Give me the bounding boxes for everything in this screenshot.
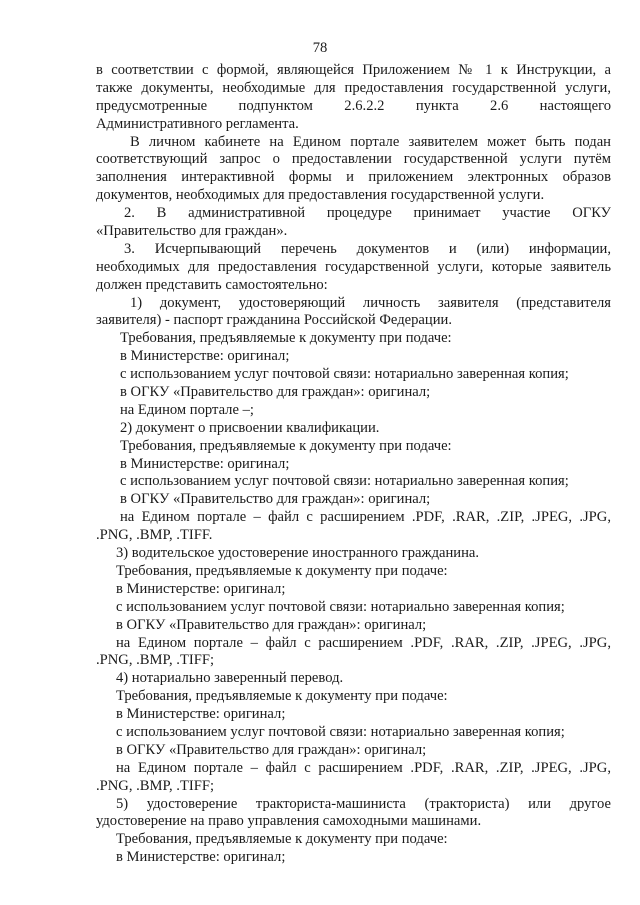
text-line: Требования, предъявляемые к документу при подаче:	[120, 330, 452, 347]
text-line: 4) нотариально заверенный перевод.	[116, 670, 344, 687]
text-line: соответствующий запрос о предоставлении государственной услуги путём	[96, 151, 611, 168]
text-line: .PNG, .BMP, .TIFF.	[96, 527, 213, 544]
text-line: Требования, предъявляемые к документу при подаче:	[116, 688, 448, 705]
text-line: в Министерстве: оригинал;	[120, 348, 290, 365]
text-line: 3) водительское удостоверение иностранного гражданина.	[116, 545, 480, 562]
text-line: в Министерстве: оригинал;	[116, 580, 286, 597]
text-line: в ОГКУ «Правительство для граждан»: оригинал;	[120, 491, 431, 508]
text-line: удостоверение на право управления самоходными машинами.	[96, 813, 482, 830]
text-line: с использованием услуг почтовой связи: нотариально заверенная копия;	[116, 723, 565, 740]
text-line: должен представить самостоятельно:	[96, 276, 328, 293]
text-line: 5) удостоверение тракториста-машиниста (тракториста) или другое	[116, 795, 611, 812]
text-line: документов, необходимых для предоставления государственной услуги.	[96, 187, 545, 204]
text-line: 1) документ, удостоверяющий личность заявителя (представителя	[130, 294, 611, 311]
text-line: с использованием услуг почтовой связи: нотариально заверенная копия;	[120, 366, 569, 383]
text-line: предусмотренные подпунктом 2.6.2.2 пункта 2.6 настоящего	[96, 97, 611, 114]
text-line: Требования, предъявляемые к документу при подаче:	[116, 562, 448, 579]
text-line: в ОГКУ «Правительство для граждан»: оригинал;	[116, 741, 427, 758]
text-line: в ОГКУ «Правительство для граждан»: оригинал;	[116, 616, 427, 633]
text-line: на Едином портале – файл с расширением .PDF, .RAR, .ZIP, .JPEG, .JPG,	[116, 634, 611, 651]
text-line: 2) документ о присвоении квалификации.	[120, 419, 380, 436]
text-line: 2. В административной процедуре принимает участие ОГКУ	[124, 205, 611, 222]
text-line: на Едином портале – файл с расширением .PDF, .RAR, .ZIP, .JPEG, .JPG,	[120, 509, 611, 526]
text-line: в соответствии с формой, являющейся Приложением № 1 к Инструкции, а	[96, 62, 611, 78]
text-line: в ОГКУ «Правительство для граждан»: оригинал;	[120, 384, 431, 401]
text-line: Требования, предъявляемые к документу при подаче:	[116, 831, 448, 848]
text-line: «Правительство для граждан».	[96, 223, 288, 240]
text-line: Административного регламента.	[96, 115, 299, 132]
text-line: .PNG, .BMP, .TIFF;	[96, 777, 215, 794]
text-line: 3. Исчерпывающий перечень документов и (или) информации,	[124, 240, 611, 257]
text-line: в Министерстве: оригинал;	[120, 455, 290, 472]
text-line: .PNG, .BMP, .TIFF;	[96, 652, 215, 669]
text-line: в Министерстве: оригинал;	[116, 849, 286, 866]
text-line: заполнения интерактивной формы и приложением электронных образов	[96, 169, 611, 186]
page-number: 78	[312, 40, 328, 56]
text-line: В личном кабинете на Едином портале заявителем может быть подан	[130, 133, 611, 150]
text-line: необходимых для предоставления государственной услуги, которые заявитель	[96, 258, 611, 275]
text-line: заявителя) - паспорт гражданина Российской Федерации.	[96, 312, 452, 329]
text-line: Требования, предъявляемые к документу при подаче:	[120, 437, 452, 454]
text-line: с использованием услуг почтовой связи: нотариально заверенная копия;	[116, 598, 565, 615]
document-body	[96, 62, 611, 867]
text-line: с использованием услуг почтовой связи: нотариально заверенная копия;	[120, 473, 569, 490]
text-line: в Министерстве: оригинал;	[116, 706, 286, 723]
text-line: также документы, необходимые для предоставления государственной услуги,	[96, 79, 611, 96]
text-line: на Едином портале – файл с расширением .PDF, .RAR, .ZIP, .JPEG, .JPG,	[116, 759, 611, 776]
text-line: на Едином портале –;	[120, 401, 254, 418]
